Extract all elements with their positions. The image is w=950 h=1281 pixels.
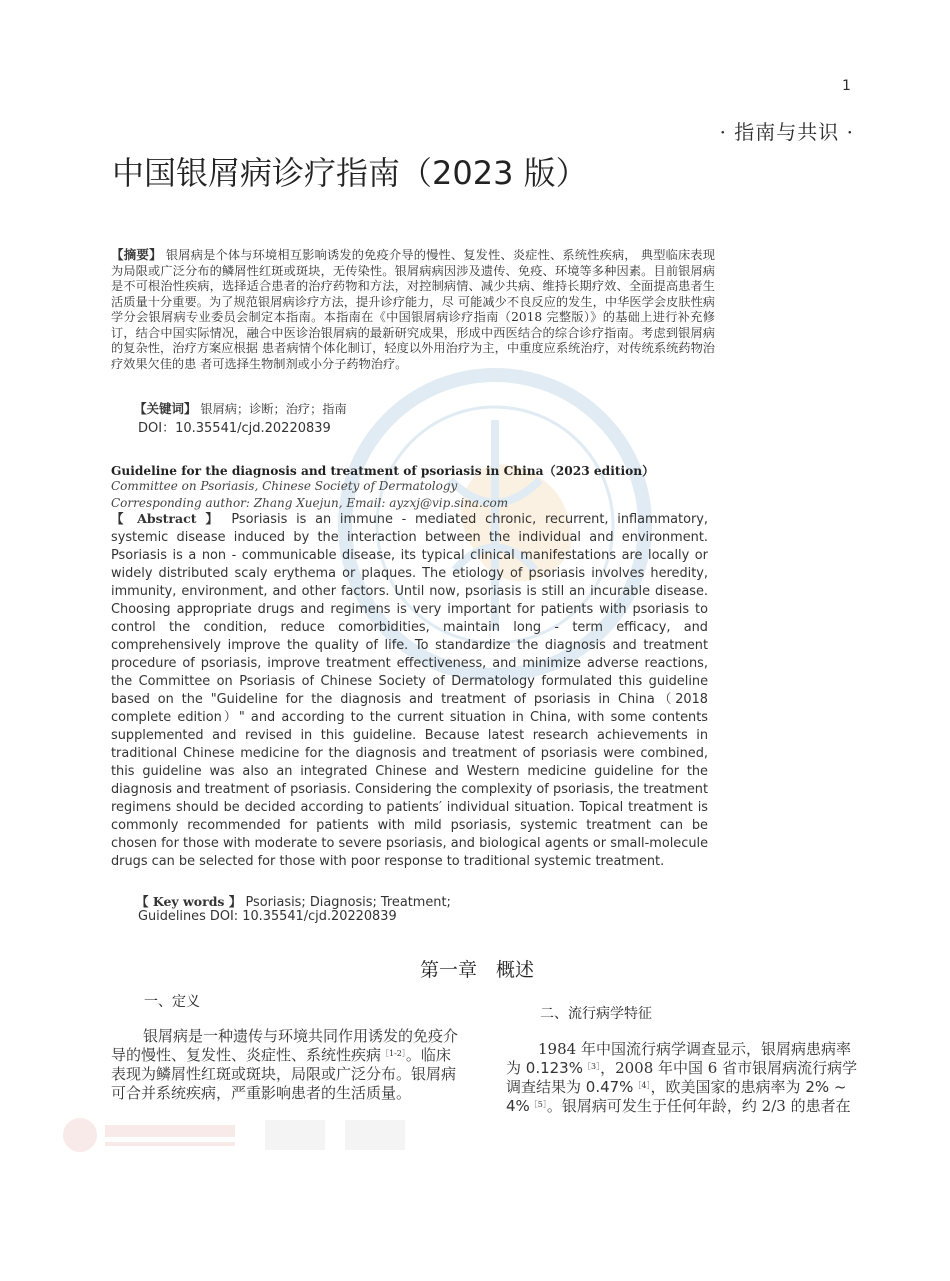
en-keywords-text: Psoriasis; Diagnosis; Treatment; (245, 895, 451, 910)
cn-doi: DOI：10.35541/cjd.20220839 (138, 421, 331, 436)
epi-value-1: 0.123% (525, 1059, 583, 1077)
section-heading-definition: 一、定义 (144, 994, 200, 1010)
en-committee: Committee on Psoriasis, Chinese Society of Dermatology (111, 479, 458, 493)
section-heading-epidemiology: 二、流行病学特征 (540, 1006, 652, 1022)
en-abstract-text: Psoriasis is an immune - mediated chronic, recurrent, inflammatory, systemic disease induced by the interaction between the individual and environment. Psoriasis is a non - communicable disease, its typical clinical manifestations are locally or widely distributed scaly erythema or plaques. The etiology of psoriasis involves heredity, immunity, environment, and other factors. Until now, psoriasis is still an incurable disease. Choosing appropriate drugs and regimens is very important for patients with psoriasis to control the condition, reduce comorbidities, maintain long - term efficacy, and comprehensively improve the quality of life. To standardize the diagnosis and treatment procedure of psoriasis, improve treatment effectiveness, and minimize adverse reactions, the Committee on Psoriasis of Chinese Society of Dermatology formulated this guideline based on the "Guideline for the diagnosis and treatment of psoriasis in China（2018 complete edition）" and according to the current situation in China, with some contents supplemented and revised in this guideline. Because latest research achievements in traditional Chinese medicine for the diagnosis and treatment of psoriasis were combined, this guideline was also an integrated Chinese and Western medicine guideline for the diagnosis and treatment of psoriasis. Considering the complexity of psoriasis, the treatment regimens should be decided according to patients′ individual situation. Topical treatment is commonly recommended for patients with mild psoriasis, systemic treatment can be chosen for those with moderate to severe psoriasis, and biological agents or small-molecule drugs can be selected for those with poor response to traditional systemic treatment. (111, 512, 708, 869)
en-abstract-label: 【 Abstract 】 (111, 511, 223, 526)
en-title: Guideline for the diagnosis and treatment of psoriasis in China（2023 edition） (111, 464, 655, 478)
cn-keywords-label: 【关键词】 (134, 401, 197, 416)
cn-keywords (134, 399, 347, 417)
epi-text-4: 。银屑病可发生于任何年龄，约 2/3 的患者在 (546, 1097, 851, 1115)
definition-ref: ［1-2］ (381, 1049, 406, 1058)
definition-paragraph (111, 1027, 463, 1103)
en-corresponding: Corresponding author: Zhang Xuejun, Email: ayzxj@vip.sina.com (111, 496, 509, 510)
en-keywords-label: 【 Key words 】 (136, 894, 242, 909)
en-abstract (111, 510, 708, 871)
section-tag: · 指南与共识 · (719, 120, 854, 144)
epi-ref-3: ［5］ (529, 1100, 547, 1109)
epi-text-1: 1984 年中国流行病学调查显示，银屑病患病率为 (506, 1040, 851, 1077)
cn-abstract-text: 银屑病是个体与环境相互影响诱发的免疫介导的慢性、复发性、炎症性、系统性疾病， 典型临床表现为局限或广泛分布的鳞屑性红斑或斑块，无传染性。银屑病病因涉及遗传、免疫、环境等多种因素。目前银屑病是不可根治性疾病，选择适合患者的治疗药物和方法，对控制病情、减少共病、维持长期疗效、全面提高患者生活质量十分重要。为了规范银屑病诊疗方法，提升诊疗能力，尽 可能减少不良反应的发生，中华医学会皮肤性病学分会银屑病专业委员会制定本指南。本指南在《中国银屑病诊疗指南（2018 完整版）》的基础上进行补充修订，结合中国实际情况，融合中医诊治银屑病的最新研究成果，形成中西医结合的综合诊疗指南。考虑到银屑病的复杂性，治疗方案应根据 患者病情个体化制订，轻度以外用治疗为主，中重度应系统治疗，对传统系统药物治疗效果欠佳的患 者可选择生物制剂或小分子药物治疗。 (111, 248, 715, 371)
cn-keywords-text: 银屑病；诊断；治疗；指南 (200, 402, 347, 416)
en-keywords (136, 895, 451, 924)
epi-value-3: 2% ~ 4% (506, 1078, 847, 1115)
epi-text-3: ，欧美国家的患病率为 (650, 1078, 806, 1096)
definition-text-a: 银屑病是一种遗传与环境共同作用诱发的免疫介导的慢性、复发性、炎症性、系统性疾病 (111, 1027, 459, 1064)
chapter-heading: 第一章 概述 (420, 959, 535, 981)
cn-abstract (111, 247, 715, 372)
epi-value-2: 0.47% (585, 1078, 634, 1096)
page-number: 1 (842, 78, 851, 94)
definition-text-b: 。临床表现为鳞屑性红斑或斑块，局限或广泛分布。银屑病可合并系统疾病，严重影响患者的生活质量。 (111, 1046, 457, 1102)
epi-text-2: ，2008 年中国 6 省市银屑病流行病学调查结果为 (506, 1059, 858, 1096)
epi-ref-2: ［4］ (633, 1081, 651, 1090)
cn-abstract-label: 【摘要】 (111, 247, 162, 262)
publisher-logo (60, 1115, 420, 1155)
epi-ref-1: ［3］ (582, 1062, 601, 1071)
article-title: 中国银屑病诊疗指南（2023 版） (112, 154, 588, 192)
epidemiology-paragraph (506, 1040, 858, 1116)
en-doi: Guidelines DOI: 10.35541/cjd.20220839 (138, 909, 397, 924)
